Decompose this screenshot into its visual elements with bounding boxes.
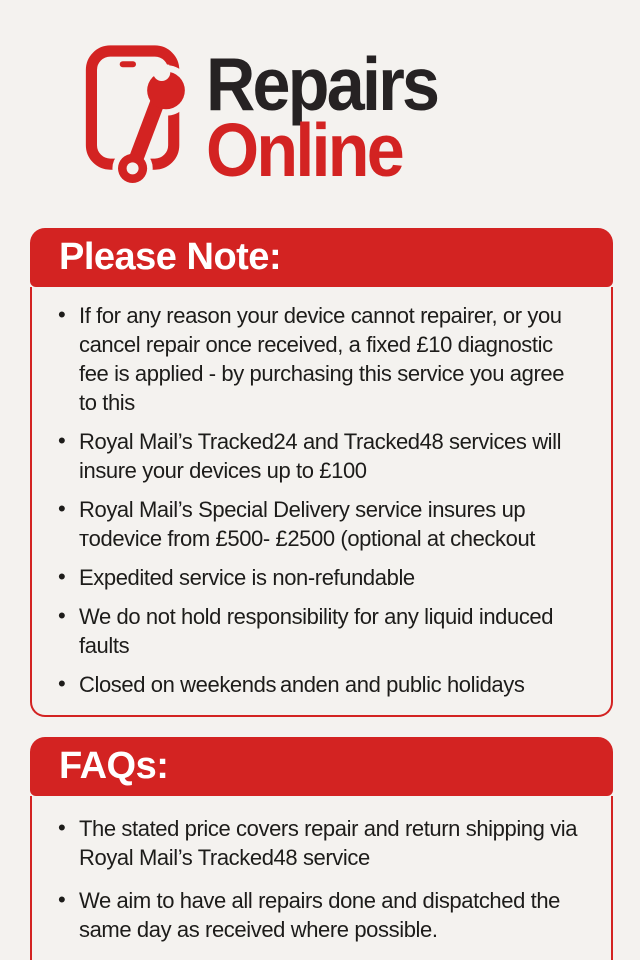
faqs-list — [30, 796, 613, 960]
faqs-header: FAQs: — [30, 737, 613, 796]
logo-title-online: Online — [206, 108, 402, 192]
please-note-card — [30, 228, 613, 717]
please-note-header: Please Note: — [30, 228, 613, 287]
note-item-special-delivery: • Royal Mail’s Special Delivery service insures up тodevice from £500- £2500 (optional at checkout — [79, 495, 574, 553]
phone-wrench-icon — [80, 39, 192, 189]
logo-title — [206, 42, 438, 192]
note-item-closed-weekends: • Closed on weekends anden and public holidays — [79, 670, 574, 699]
note-item-diagnostic-fee: • If for any reason your device cannot repairer, or you cancel repair once received, a fixed £10 diagnostic fee is applied - by purchasing this service you agree to this — [79, 301, 574, 417]
logo-title-repairs: Repairs — [206, 42, 438, 126]
faq-item-same-day: • We aim to have all repairs done and dispatched the same day as received where possible. — [79, 886, 607, 944]
note-item-liquid-faults: • We do not hold responsibility for any liquid induced faults — [79, 602, 574, 660]
note-item-tracked-insurance: • Royal Mail’s Tracked24 and Tracked48 services will insure your devices up to £100 — [79, 427, 574, 485]
please-note-list — [30, 287, 613, 717]
faqs-card — [30, 737, 613, 960]
note-item-expedited: • Expedited service is non-refundable — [79, 563, 574, 592]
logo — [0, 0, 640, 195]
faq-item-shipping: • The stated price covers repair and return shipping via Royal Mail’s Tracked48 service — [79, 814, 607, 872]
